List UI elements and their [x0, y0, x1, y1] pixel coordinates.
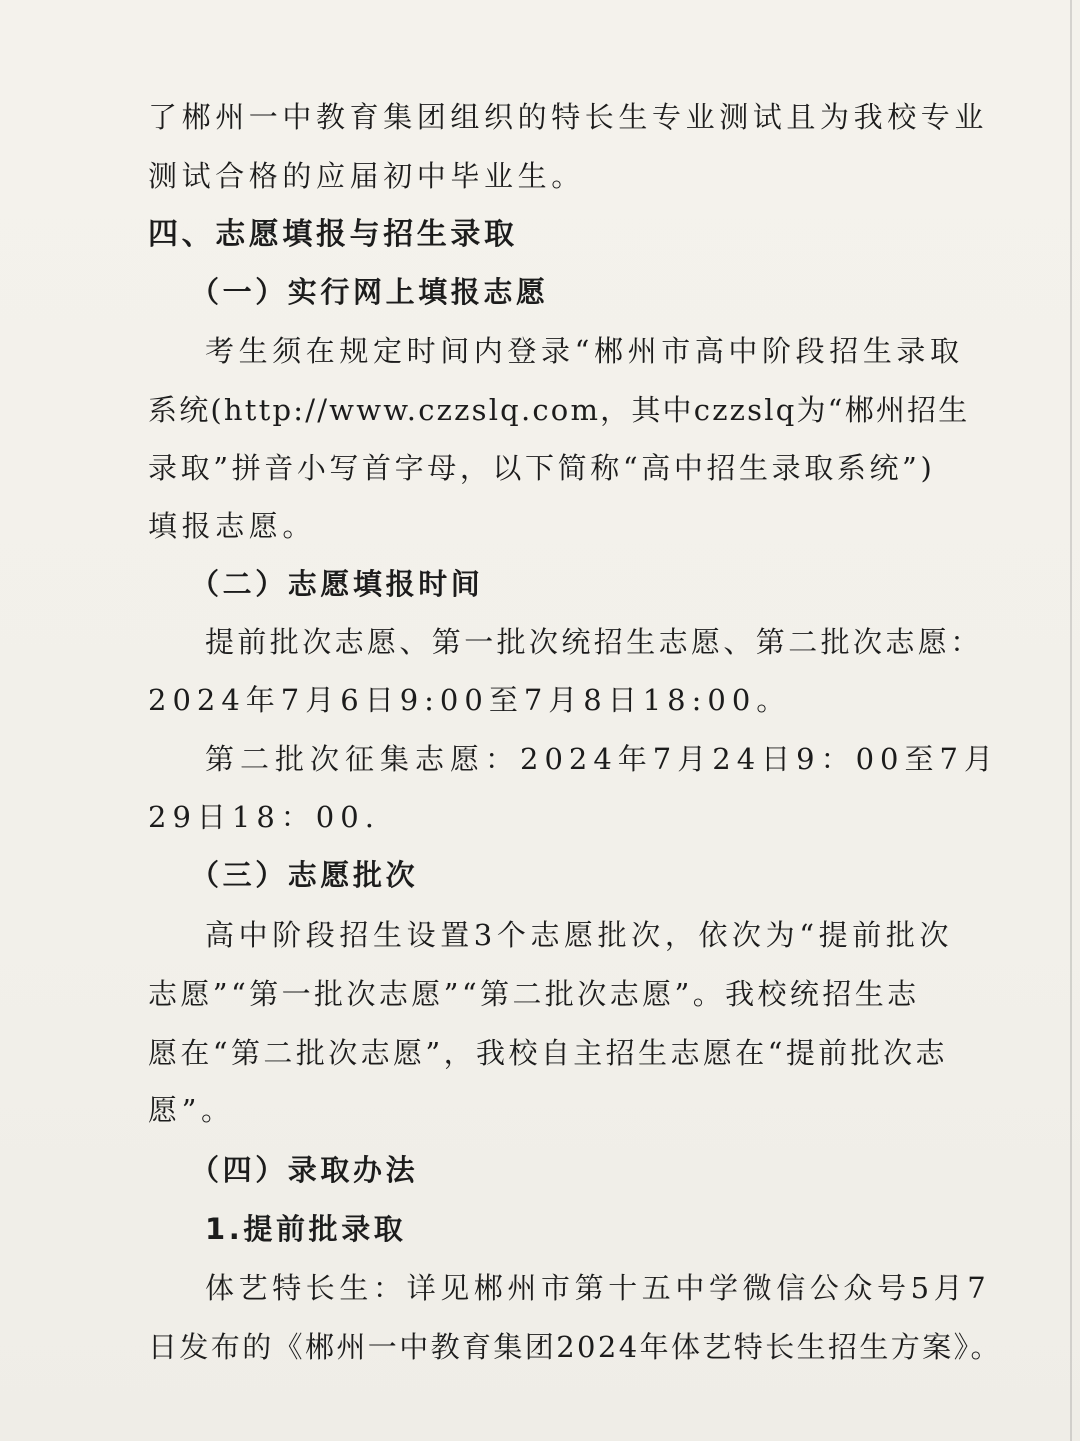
paragraph-line: 2024年7月6日9:00至7月8日18:00。 [148, 683, 792, 717]
paragraph-line: 录取”拼音小写首字母，以下简称“高中招生录取系统”) [148, 451, 936, 485]
paragraph-line: 日发布的《郴州一中教育集团2024年体艺特长生招生方案》。 [148, 1330, 1002, 1364]
paragraph-line: 志愿”“第一批次志愿”“第二批次志愿”。我校统招生志 [148, 977, 920, 1011]
paragraph-line: 填报志愿。 [148, 509, 317, 543]
paragraph-line: 愿在“第二批次志愿”，我校自主招生志愿在“提前批次志 [148, 1036, 948, 1070]
subsection-heading: （四）录取办法 [190, 1153, 419, 1187]
paragraph-line: 29日18：00. [148, 800, 380, 834]
subsection-heading: 1.提前批录取 [205, 1212, 407, 1246]
paragraph-line: 第二批次征集志愿：2024年7月24日9：00至7月 [205, 742, 999, 776]
subsection-heading: （一）实行网上填报志愿 [190, 275, 549, 309]
paragraph-line: 高中阶段招生设置3个志愿批次，依次为“提前批次 [205, 918, 954, 952]
paragraph-line: 愿”。 [148, 1093, 235, 1127]
paragraph-line: 体艺特长生：详见郴州市第十五中学微信公众号5月7 [205, 1271, 991, 1305]
paragraph-line: 考生须在规定时间内登录“郴州市高中阶段招生录取 [205, 334, 964, 368]
paragraph-line: 提前批次志愿、第一批次统招生志愿、第二批次志愿： [205, 625, 983, 659]
paragraph-line: 测试合格的应届初中毕业生。 [148, 159, 585, 193]
paragraph-line: 了郴州一中教育集团组织的特长生专业测试且为我校专业 [148, 100, 989, 134]
subsection-heading: （三）志愿批次 [190, 858, 419, 892]
page-fold-shadow [1070, 0, 1072, 1441]
subsection-heading: （二）志愿填报时间 [190, 567, 484, 601]
paragraph-line: 系统(http://www.czzslq.com，其中czzslq为“郴州招生 [148, 393, 970, 427]
section-heading: 四、志愿填报与招生录取 [148, 217, 518, 252]
